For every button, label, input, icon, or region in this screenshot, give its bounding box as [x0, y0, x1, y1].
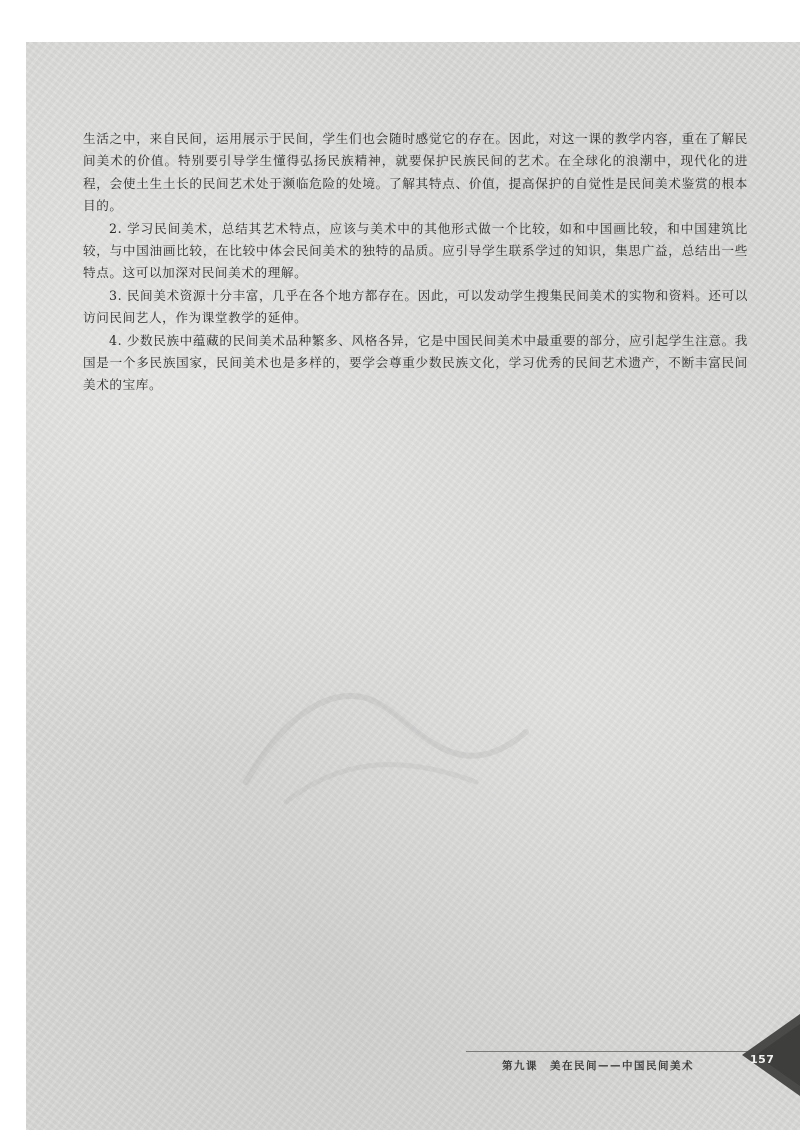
- paragraph-2: 2. 学习民间美术，总结其艺术特点，应该与美术中的其他形式做一个比较，如和中国画比较，和中国建筑比较，与中国油画比较，在比较中体会民间美术的独特的品质。应引导学生联系学过的知识，集思广益，总结出一些特点。这可以加深对民间美术的理解。: [83, 220, 748, 281]
- paragraph-3: 3. 民间美术资源十分丰富，几乎在各个地方都存在。因此，可以发动学生搜集民间美术的实物和资料。还可以访问民间艺人，作为课堂教学的延伸。: [83, 287, 748, 326]
- body-text: [83, 128, 748, 397]
- footer-divider: [466, 1051, 750, 1052]
- page-number: 157: [750, 1053, 775, 1066]
- paragraph-4: 4. 少数民族中蕴藏的民间美术品种繁多、风格各异，它是中国民间美术中最重要的部分，应引起学生注意。我国是一个多民族国家，民间美术也是多样的，要学会尊重少数民族文化，学习优秀的民间艺术遗产，不断丰富民间美术的宝库。: [83, 332, 748, 393]
- document-page: [26, 42, 800, 1130]
- footer-chapter-title: 第九课 美在民间——中国民间美术: [502, 1060, 694, 1072]
- paragraph-1: 生活之中，来自民间，运用展示于民间，学生们也会随时感觉它的存在。因此，对这一课的教学内容，重在了解民间美术的价值。特别要引导学生懂得弘扬民族精神，就要保护民族民间的艺术。在全球化的浪潮中，现代化的进程，会使土生土长的民间艺术处于濒临危险的处境。了解其特点、价值，提高保护的自觉性是民间美术鉴赏的根本目的。: [83, 131, 748, 214]
- faint-watermark-stamp: [226, 642, 556, 822]
